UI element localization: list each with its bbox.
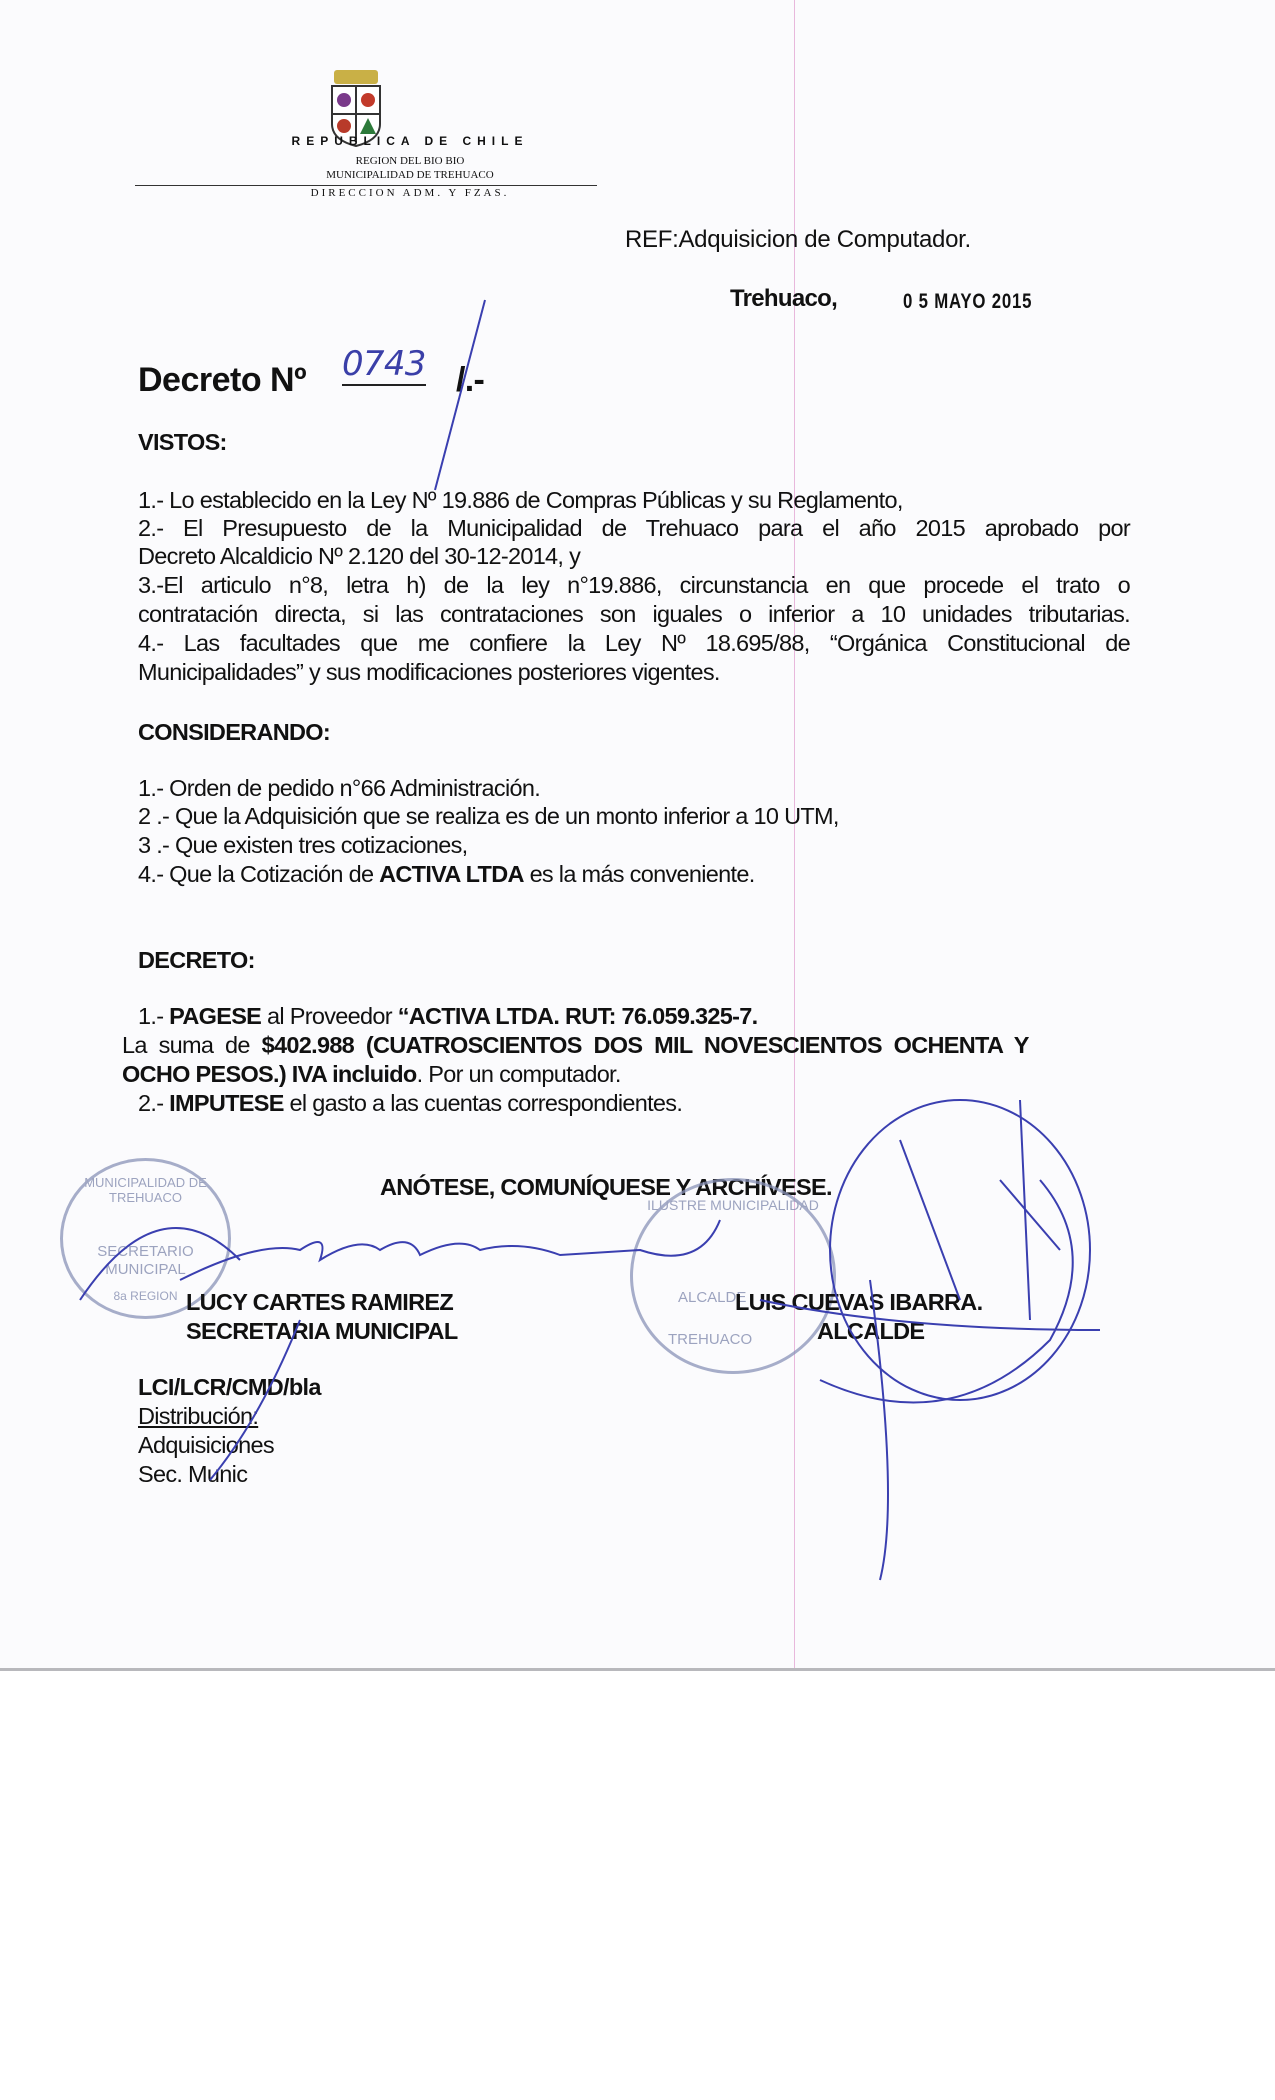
vistos-line: contratación directa, si las contrataciones son iguales o inferior a 10 unidades tributarias. xyxy=(138,601,1130,627)
signer-name: LUCY CARTES RAMIREZ xyxy=(186,1289,453,1315)
distribution-label: Distribución: xyxy=(138,1403,259,1429)
considerando-line: 4.- Que la Cotización de ACTIVA LTDA es la más conveniente. xyxy=(138,861,755,887)
initials: LCI/LCR/CMD/bla xyxy=(138,1374,321,1400)
signer-title: SECRETARIA MUNICIPAL xyxy=(186,1318,458,1344)
letterhead-divider xyxy=(135,185,597,186)
vistos-line: 2.- El Presupuesto de la Municipalidad de Trehuaco para el año 2015 aprobado por xyxy=(138,515,1130,541)
mayor-stamp: ILUSTRE MUNICIPALIDAD ALCALDE TREHUACO xyxy=(630,1178,836,1374)
decreto-line: 2.- IMPUTESE el gasto a las cuentas correspondientes. xyxy=(138,1090,683,1116)
decreto-line: OCHO PESOS.) IVA incluido. Por un computador. xyxy=(122,1061,621,1087)
considerando-line: 2 .- Que la Adquisición que se realiza es de un monto inferior a 10 UTM, xyxy=(138,803,839,829)
signer-title: ALCALDE xyxy=(817,1318,925,1344)
decree-label: Decreto Nº xyxy=(138,361,307,399)
signer-name: LUIS CUEVAS IBARRA. xyxy=(735,1289,983,1315)
reference: REF:Adquisicion de Computador. xyxy=(625,226,971,253)
letterhead-department: DIRECCION ADM. Y FZAS. xyxy=(310,187,510,199)
vistos-heading: VISTOS: xyxy=(138,429,227,455)
decreto-line: 1.- PAGESE al Proveedor “ACTIVA LTDA. RUT: 76.059.325-7. xyxy=(138,1003,758,1029)
letterhead-country: REPUBLICA DE CHILE xyxy=(291,134,529,148)
considerando-heading: CONSIDERANDO: xyxy=(138,719,330,745)
vistos-line: 4.- Las facultades que me confiere la Ley Nº 18.695/88, “Orgánica Constitucional de xyxy=(138,630,1130,656)
vistos-line: 1.- Lo establecido en la Ley Nº 19.886 de Compras Públicas y su Reglamento, xyxy=(138,487,903,513)
date-stamp: 0 5 MAYO 2015 xyxy=(903,290,1033,313)
decree-suffix: /.- xyxy=(456,361,485,399)
decreto-heading: DECRETO: xyxy=(138,947,255,973)
considerando-line: 3 .- Que existen tres cotizaciones, xyxy=(138,832,468,858)
vistos-line: 3.-El articulo n°8, letra h) de la ley n°19.886, circunstancia en que procede el trato o xyxy=(138,572,1130,598)
secretary-stamp: MUNICIPALIDAD DE TREHUACO SECRETARIO MUNICIPAL 8a REGION xyxy=(60,1158,231,1319)
place: Trehuaco, xyxy=(730,285,838,312)
distribution-item: Adquisiciones xyxy=(138,1432,274,1458)
decreto-line: La suma de $402.988 (CUATROSCIENTOS DOS MIL NOVESCIENTOS OCHENTA Y xyxy=(122,1032,1029,1058)
letterhead-region: REGION DEL BIO BIO xyxy=(355,155,465,167)
letterhead-municipality: MUNICIPALIDAD DE TREHUACO xyxy=(326,169,494,181)
considerando-line: 1.- Orden de pedido n°66 Administración. xyxy=(138,775,541,801)
vistos-line: Municipalidades” y sus modificaciones posteriores vigentes. xyxy=(138,659,720,685)
distribution-item: Sec. Munic xyxy=(138,1461,248,1487)
vistos-line: Decreto Alcaldicio Nº 2.120 del 30-12-2014, y xyxy=(138,543,581,569)
closing-formula: ANÓTESE, COMUNÍQUESE Y ARCHÍVESE. xyxy=(380,1174,832,1200)
decree-number: 0743 xyxy=(342,344,426,384)
